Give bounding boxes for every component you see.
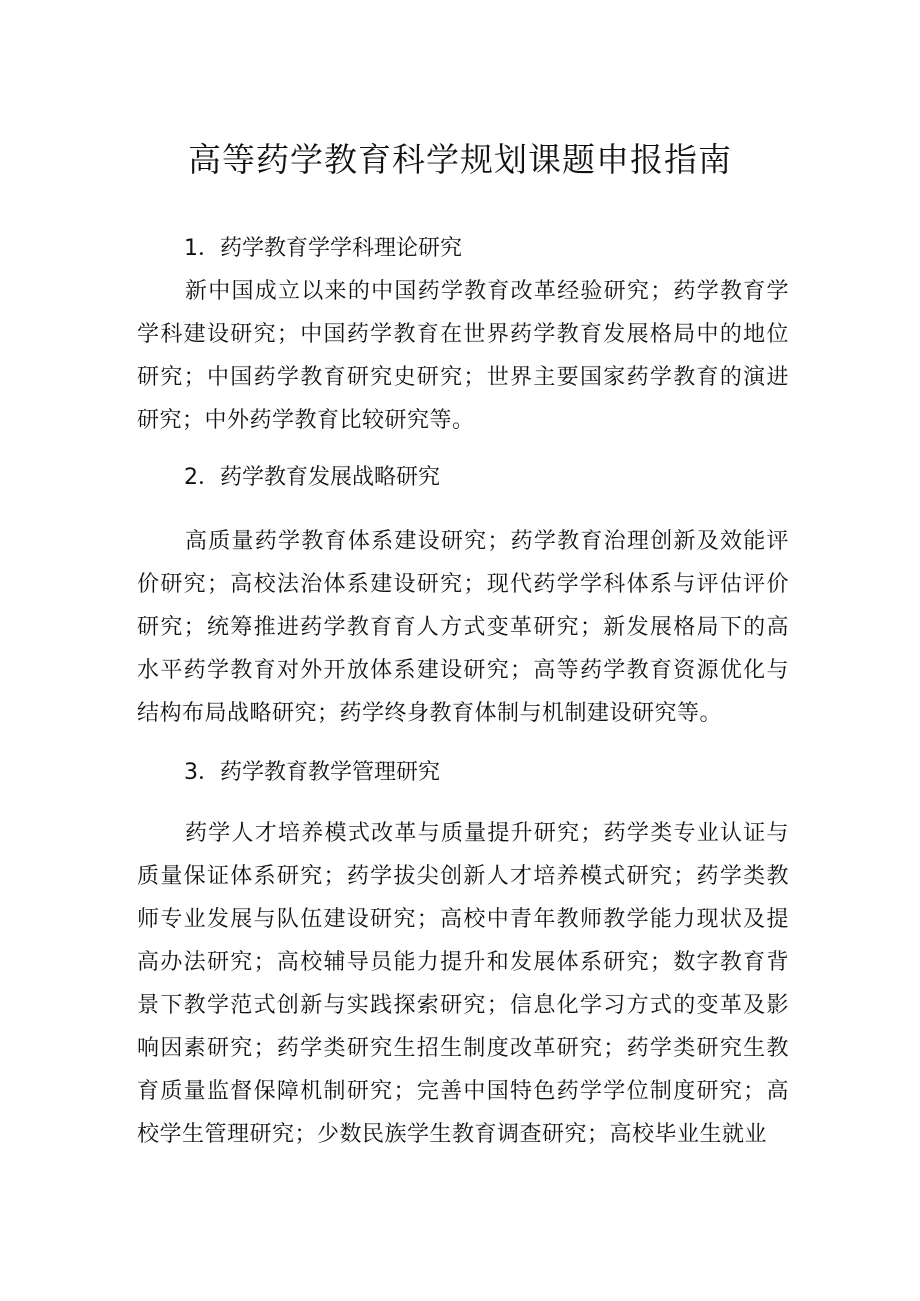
section-heading-1: 1．药学教育学学科理论研究 bbox=[184, 236, 462, 261]
page-title: 高等药学教育科学规划课题申报指南 bbox=[188, 140, 732, 179]
section-body-1: 新中国成立以来的中国药学教育改革经验研究；药学教育学学科建设研究；中国药学教育在世界药学教育发展格局中的地位研究；中国药学教育研究史研究；世界主要国家药学教育的演进研究；中外药学教育比较研究等。 bbox=[137, 279, 789, 433]
section-heading-2: 2．药学教育发展战略研究 bbox=[184, 465, 440, 490]
section-heading-3: 3．药学教育教学管理研究 bbox=[184, 760, 440, 785]
section-body-2: 高质量药学教育体系建设研究；药学教育治理创新及效能评价研究；高校法治体系建设研究；现代药学学科体系与评估评价研究；统筹推进药学教育育人方式变革研究；新发展格局下的高水平药学教育对外开放体系建设研究；高等药学教育资源优化与结构布局战略研究；药学终身教育体制与机制建设研究等。 bbox=[137, 529, 789, 726]
section-body-3: 药学人才培养模式改革与质量提升研究；药学类专业认证与质量保证体系研究；药学拔尖创新人才培养模式研究；药学类教师专业发展与队伍建设研究；高校中青年教师教学能力现状及提高办法研究；高校辅导员能力提升和发展体系研究；数字教育背景下教学范式创新与实践探索研究；信息化学习方式的变革及影响因素研究；药学类研究生招生制度改革研究；药学类研究生教育质量监督保障机制研究；完善中国特色药学学位制度研究；高校学生管理研究；少数民族学生教育调查研究；高校毕业生就业 bbox=[137, 821, 789, 1147]
